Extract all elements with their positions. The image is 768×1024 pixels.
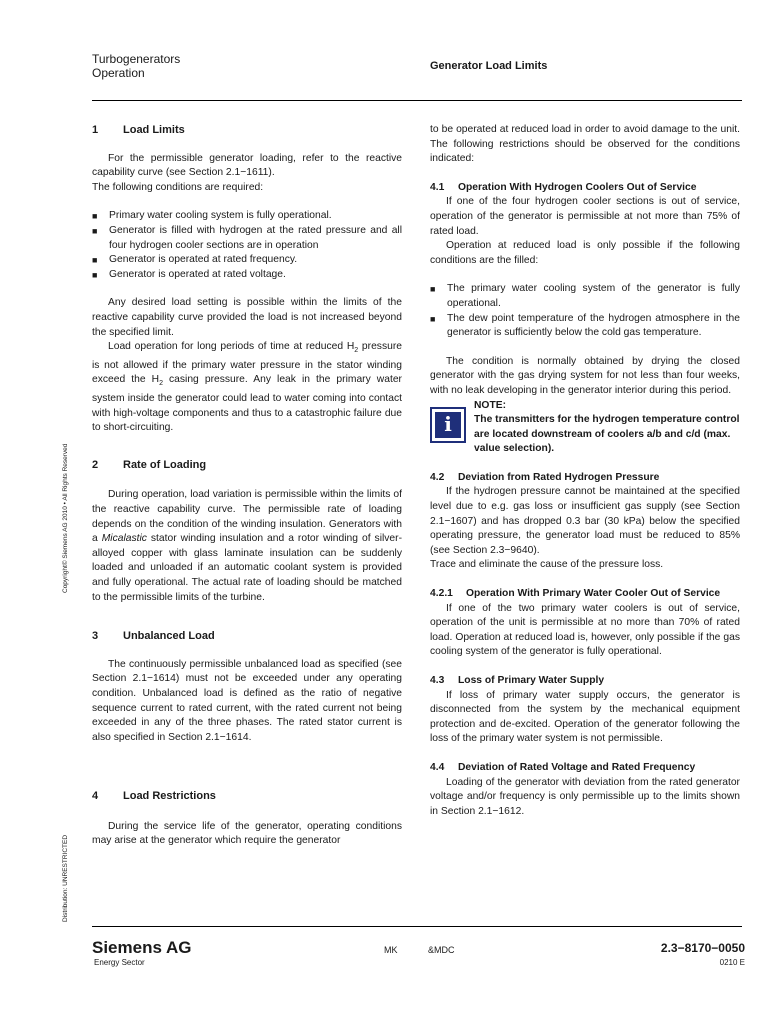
footer-mk: MK [384, 945, 398, 955]
info-icon: i [430, 407, 466, 443]
section-title: Rate of Loading [123, 458, 207, 471]
paragraph: During the service life of the generator, operating conditions may arise at the generator which require the generator [92, 820, 402, 847]
paragraph: Load operation for long periods of time at reduced $H_2$ pressure is not allowed if the primary water pressure in the stator winding exceed the $H_2$ casing pressure. Any leak in the primary water system inside the generator could lead to water coming into contact with high-voltage components and thus to a catastrophic failure due to short-circuiting. [92, 341, 402, 434]
page-title: Generator Load Limits [430, 60, 548, 72]
left-column [92, 123, 402, 849]
note-text: NOTE: The transmitters for the hydrogen temperature control are located downstream of coolers a/b and c/d (max. value selection). [474, 399, 740, 455]
conditions-list [92, 209, 402, 282]
distribution-notice: Distribution: UNRESTRICTED [62, 834, 69, 922]
section-4-2-1-heading: 4.2.1 Operation With Primary Water Cooler Out of Service [430, 588, 721, 600]
header-category [92, 52, 180, 80]
paragraph: Operation at reduced load is only possible if the following conditions are the filled: [430, 240, 740, 266]
section-4-2-heading: 4.2 Deviation from Rated Hydrogen Pressure [430, 471, 660, 483]
paragraph: Trace and eliminate the cause of the pressure loss. [430, 559, 664, 571]
section-title: Load Limits [123, 124, 185, 136]
paragraph: If loss of primary water supply occurs, the generator is disconnected from the system by the mechanical equipment protection and de-excited. Operation of the generator following the loss of the primary water system is not permissible. [430, 689, 740, 745]
footer-rule [92, 926, 742, 927]
copyright-notice: Copyright© Siemens AG 2010 • All Rights Reserved [62, 443, 69, 593]
note-box [430, 399, 740, 457]
paragraph: During operation, load variation is permissible within the limits of the reactive capability curve. The permissible rate of loading depends on the condition of the winding insulation. Generators with a Micalastic stator winding insulation and a rotor winding of silver-alloyed copper with glass laminate insulation can be suddenly loaded and unloaded if an automatic coolant system is provided and fully operational. The actual rate of loading should be matched to the permissible limits of the turbine. [92, 489, 402, 603]
company-name: Siemens AG [92, 938, 192, 957]
header-line2: Operation [92, 66, 145, 80]
list-item: ■ Primary water cooling system is fully operational. [92, 209, 402, 224]
paragraph: If the hydrogen pressure cannot be maintained at the specified level due to e.g. gas loss or insufficient gas supply (see Section 2.1−1607) and has dropped 0.3 bar (30 kPa) below the specified operating pressure, the generator load must be reduced to 85% (see Section 2.3−9640). [430, 486, 740, 556]
footer-mdc: &MDC [428, 945, 455, 955]
list-item: ■ Generator is operated at rated voltage. [92, 268, 402, 283]
section-1-heading [92, 123, 402, 138]
paragraph: Any desired load setting is possible within the limits of the reactive capability curve provided the load is not increased beyond the specified limit. [92, 297, 402, 338]
section-2-heading [92, 458, 402, 473]
revision: 0210 E [719, 958, 745, 967]
list-item: ■ The primary water cooling system of the generator is fully operational. [430, 282, 740, 311]
paragraph: The condition is normally obtained by drying the closed generator with the gas drying system for not less than four weeks, with no leak developing in the generator interior during this period. [430, 355, 740, 396]
section-4-1-heading: 4.1 Operation With Hydrogen Coolers Out of Service [430, 181, 697, 193]
section-title: Load Restrictions [123, 790, 216, 803]
section-3-heading [92, 629, 402, 644]
section-4-heading [92, 789, 402, 804]
header-rule [92, 100, 742, 101]
list-item: ■ Generator is filled with hydrogen at the rated pressure and all four hydrogen cooler sections are in operation [92, 224, 402, 253]
paragraph: For the permissible generator loading, refer to the reactive capability curve (see Section 2.1−1611). [92, 152, 402, 179]
section-4-3-heading: 4.3 Loss of Primary Water Supply [430, 675, 605, 686]
paragraph: to be operated at reduced load in order to avoid damage to the unit. The following restrictions should be observed for the conditions indicated: [430, 124, 740, 165]
company-sector: Energy Sector [94, 958, 145, 967]
paragraph: The continuously permissible unbalanced load as specified (see Section 2.1−1614) must not be exceeded under any operating condition. Unbalanced load is defined as the ratio of negative sequence current to rated current, with the rated current not being exceeded in any of the three phases. The rated stator current is also specified in Section 2.1−1614. [92, 658, 402, 743]
section-number: 2 [92, 458, 99, 471]
right-column [430, 123, 740, 819]
section-number: 3 [92, 630, 99, 643]
header-line1: Turbogenerators [92, 52, 181, 66]
section-number: 1 [92, 124, 99, 136]
section-number: 4 [92, 790, 99, 803]
conditions-list [430, 282, 740, 340]
paragraph: The following conditions are required: [92, 181, 264, 193]
paragraph: If one of the four hydrogen cooler sections is out of service, operation of the generator is permissible at not more than 75% of rated load. [430, 196, 740, 237]
paragraph: Loading of the generator with deviation from the rated generator voltage and/or frequency is only permissible up to the limits shown in Section 2.1−1612. [430, 776, 740, 817]
section-4-4-heading: 4.4 Deviation of Rated Voltage and Rated Frequency [430, 761, 696, 773]
paragraph: If one of the two primary water coolers is out of service, operation of the unit is permissible at no more than 70% of rated load. Operation at reduced load is, however, only possible if the gas cooling system of the generator is fully operational. [430, 602, 740, 658]
section-title: Unbalanced Load [123, 630, 215, 643]
list-item: ■ Generator is operated at rated frequency. [92, 253, 402, 268]
list-item: ■ The dew point temperature of the hydrogen atmosphere in the generator is sufficiently below the cold gas temperature. [430, 312, 740, 341]
document-number: 2.3−8170−0050 [660, 941, 745, 955]
